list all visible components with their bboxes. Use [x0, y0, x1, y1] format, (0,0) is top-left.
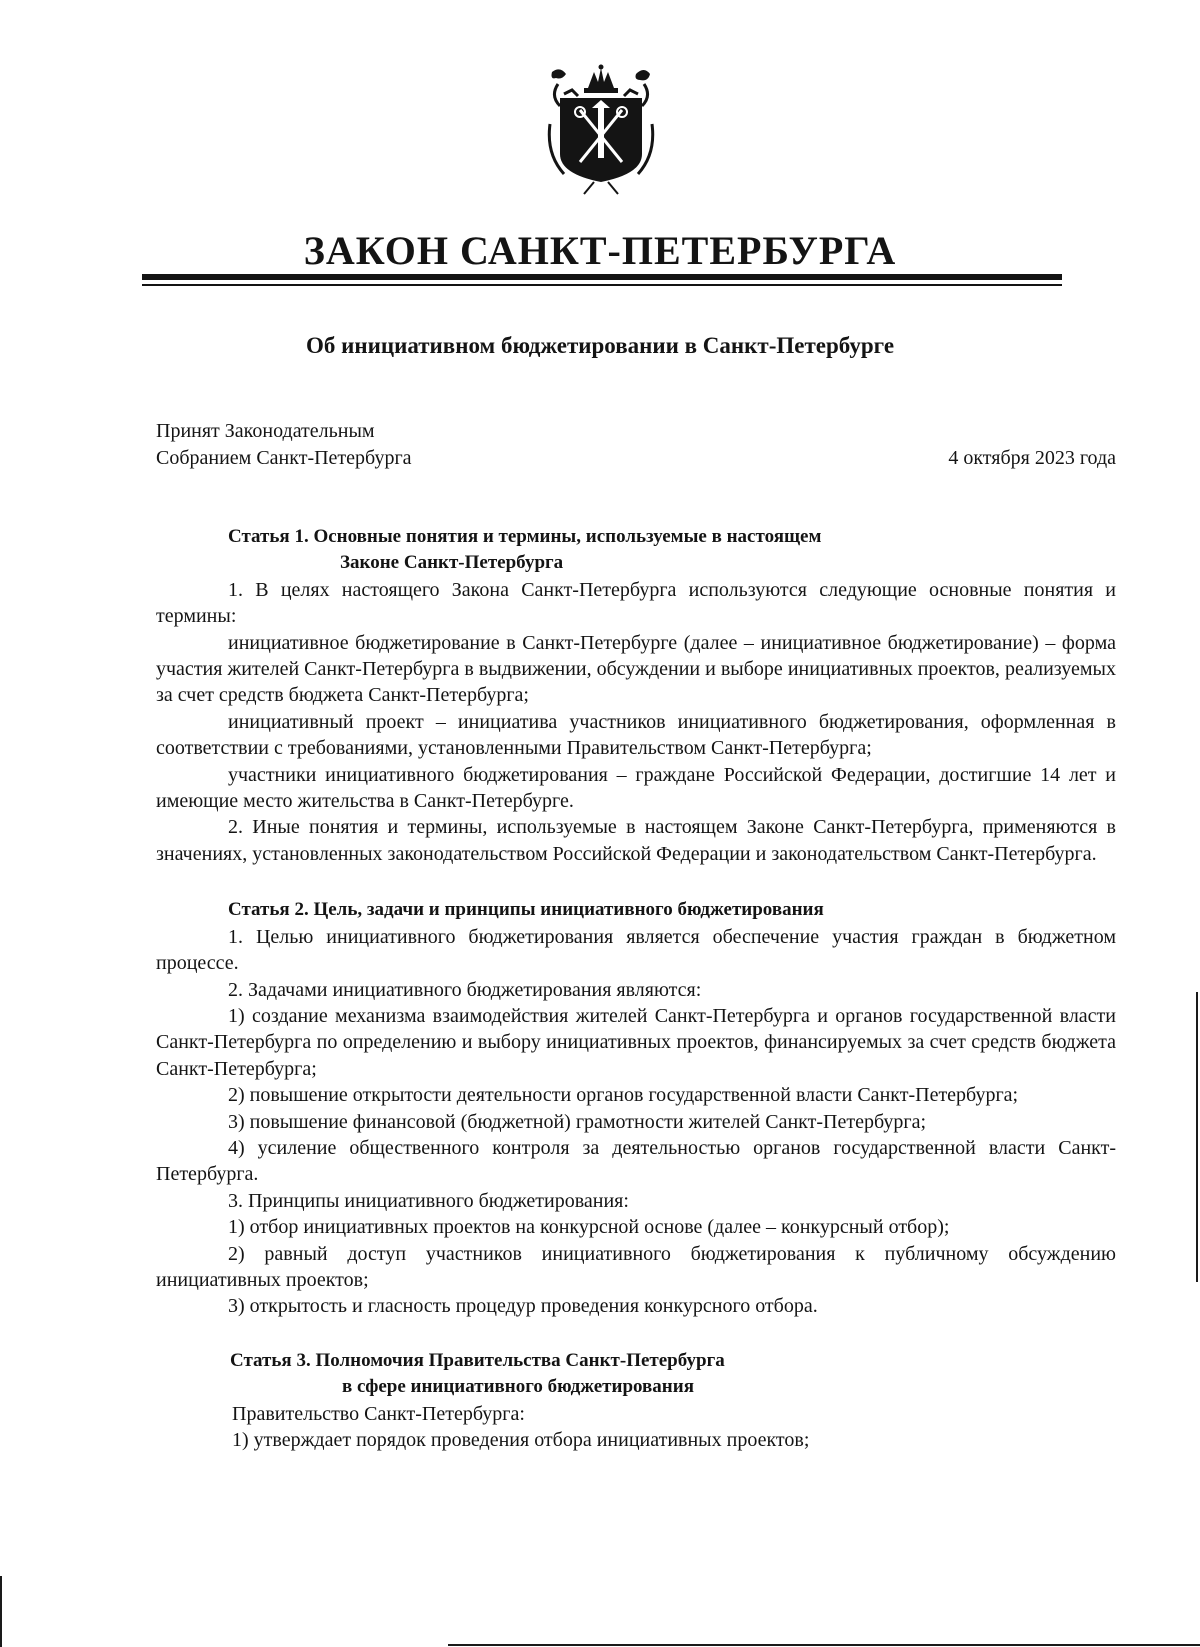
- article-2-paragraph: 1) создание механизма взаимодействия жителей Санкт-Петербурга и органов государственной власти Санкт-Петербурга по определению и выбору инициативных проектов, финансируемых за счет средств бюджета Санкт-Петербурга;: [156, 1004, 1116, 1080]
- article-1-paragraph: 1. В целях настоящего Закона Санкт-Петербурга используются следующие основные понятия и термины:: [156, 578, 1116, 628]
- article-1-heading-line-2: Законе Санкт-Петербурга: [340, 552, 564, 574]
- document-subtitle: Об инициативном бюджетировании в Санкт-Петербурге: [305, 333, 895, 358]
- article-2-heading-line: Статья 2. Цель, задачи и принципы инициативного бюджетирования: [228, 899, 824, 921]
- article-1-paragraph: инициативный проект – инициатива участников инициативного бюджетирования, оформленная в соответствии с требованиями, установленными Правительством Санкт-Петербурга;: [156, 710, 1116, 760]
- coat-of-arms-emblem: [538, 64, 664, 196]
- article-1-heading-line-1: Статья 1. Основные понятия и термины, используемые в настоящем: [228, 526, 822, 547]
- article-2-paragraph: 2. Задачами инициативного бюджетирования являются:: [228, 978, 702, 1001]
- article-2-paragraph: 3) повышение финансовой (бюджетной) грамотности жителей Санкт-Петербурга;: [228, 1110, 927, 1133]
- law-body: [156, 524, 1116, 1453]
- adoption-date: 4 октября 2023 года: [948, 447, 1116, 469]
- article-3-paragraph: Правительство Санкт-Петербурга:: [232, 1402, 525, 1425]
- article-3-heading-line-2: в сфере инициативного бюджетирования: [342, 1376, 694, 1398]
- article-2-paragraph: 3) открытость и гласность процедур проведения конкурсного отбора.: [228, 1295, 818, 1318]
- article-2-paragraph: 4) усиление общественного контроля за деятельностью органов государственной власти Санкт-Петербурга.: [156, 1136, 1116, 1186]
- adopted-by-block: [156, 418, 412, 472]
- article-2-heading: [156, 897, 1116, 923]
- scan-edge-mark-left: [0, 1576, 2, 1647]
- adopted-line-2: Собранием Санкт-Петербурга: [156, 447, 412, 469]
- adopted-line-1: Принят Законодательным: [156, 420, 375, 442]
- title-rule-thin: [142, 284, 1062, 286]
- law-title: ЗАКОН САНКТ-ПЕТЕРБУРГА: [303, 228, 897, 273]
- article-2-paragraph: 2) равный доступ участников инициативного бюджетирования к публичному обсуждению инициативных проектов;: [156, 1242, 1116, 1291]
- article-1-heading: [156, 524, 1116, 577]
- article-3-paragraph: 1) утверждает порядок проведения отбора инициативных проектов;: [232, 1429, 810, 1451]
- article-1-paragraph: инициативное бюджетирование в Санкт-Петербурге (далее – инициативное бюджетирование) – форма участия жителей Санкт-Петербурга в выдвижении, обсуждении и выборе инициативных проектов, реализуемых за счет средств бюджета Санкт-Петербурга;: [156, 631, 1116, 707]
- article-2-paragraph: 3. Принципы инициативного бюджетирования:: [228, 1189, 629, 1212]
- article-2-paragraph: 2) повышение открытости деятельности органов государственной власти Санкт-Петербурга;: [228, 1084, 1019, 1107]
- scan-edge-mark-right: [1196, 992, 1198, 1282]
- title-rule-thick: [142, 274, 1062, 280]
- article-2-paragraph: 1. Целью инициативного бюджетирования является обеспечение участия граждан в бюджетном процессе.: [156, 925, 1116, 975]
- article-1-paragraph: участники инициативного бюджетирования – граждане Российской Федерации, достигшие 14 лет и имеющие место жительства в Санкт-Петербурге.: [156, 763, 1116, 813]
- article-3-heading-line-1: Статья 3. Полномочия Правительства Санкт-Петербурга: [230, 1349, 725, 1371]
- article-2-paragraph: 1) отбор инициативных проектов на конкурсной основе (далее – конкурсный отбор);: [228, 1216, 950, 1239]
- article-1-paragraph: 2. Иные понятия и термины, используемые в настоящем Законе Санкт-Петербурга, применяются в значениях, установленных законодательством Российской Федерации и законодательством Санкт-Петербурга.: [156, 816, 1116, 865]
- scan-edge-mark-bottom: [448, 1644, 1200, 1646]
- article-3-heading: [156, 1348, 1116, 1401]
